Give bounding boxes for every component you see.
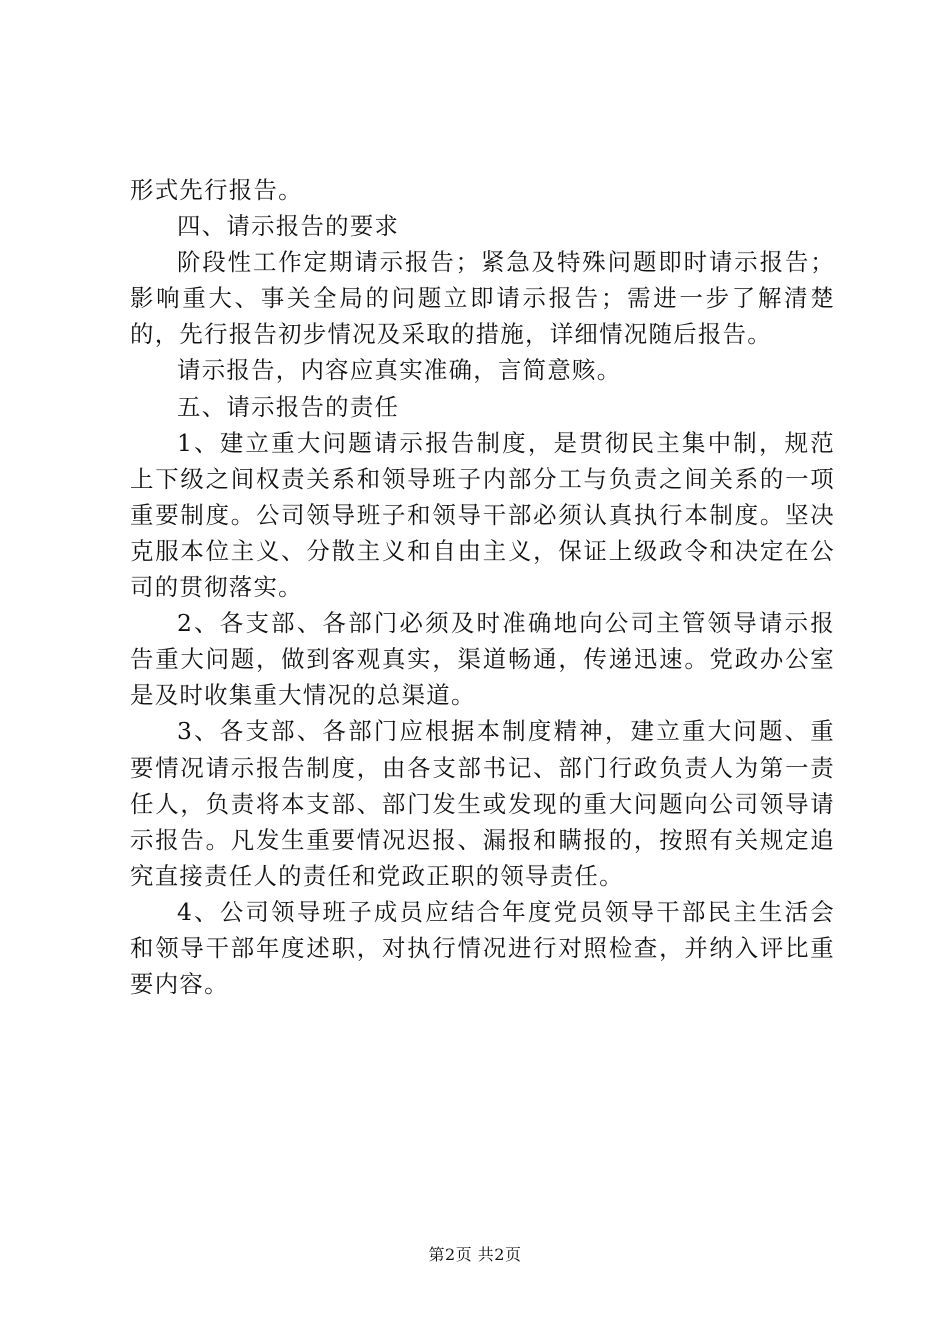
paragraph-responsibility-1: 1、建立重大问题请示报告制度，是贯彻民主集中制，规范上下级之间权责关系和领导班子内部分工与负责之间关系的一项重要制度。公司领导班子和领导干部必须认真执行本制度。坚决克服本位主义、分散主义和自由主义，保证上级政令和决定在公司的贯彻落实。 <box>130 428 835 602</box>
paragraph-requirements-timing: 阶段性工作定期请示报告；紧急及特殊问题即时请示报告；影响重大、事关全局的问题立即请示报告；需进一步了解清楚的，先行报告初步情况及采取的措施，详细情况随后报告。 <box>130 248 835 349</box>
section-heading-responsibility: 五、请示报告的责任 <box>177 392 400 421</box>
paragraph-responsibility-4: 4、公司领导班子成员应结合年度党员领导干部民主生活会和领导干部年度述职，对执行情况进行对照检查，并纳入评比重要内容。 <box>130 897 835 999</box>
paragraph-requirements-content: 请示报告，内容应真实准确，言简意赅。 <box>177 356 622 385</box>
paragraph-responsibility-2: 2、各支部、各部门必须及时准确地向公司主管领导请示报告重大问题，做到客观真实，渠道畅通，传递迅速。党政办公室是及时收集重大情况的总渠道。 <box>130 609 835 710</box>
paragraph-continuation: 形式先行报告。 <box>130 176 303 204</box>
page-number-footer: 第2页 共2页 <box>428 1245 522 1264</box>
document-body <box>130 172 835 1002</box>
section-heading-requirements: 四、请示报告的要求 <box>177 212 400 241</box>
paragraph-responsibility-3: 3、各支部、各部门应根据本制度精神，建立重大问题、重要情况请示报告制度，由各支部书记、部门行政负责人为第一责任人，负责将本支部、部门发生或发现的重大问题向公司领导请示报告。凡发生重要情况迟报、漏报和瞒报的，按照有关规定追究直接责任人的责任和党政正职的领导责任。 <box>130 717 835 890</box>
